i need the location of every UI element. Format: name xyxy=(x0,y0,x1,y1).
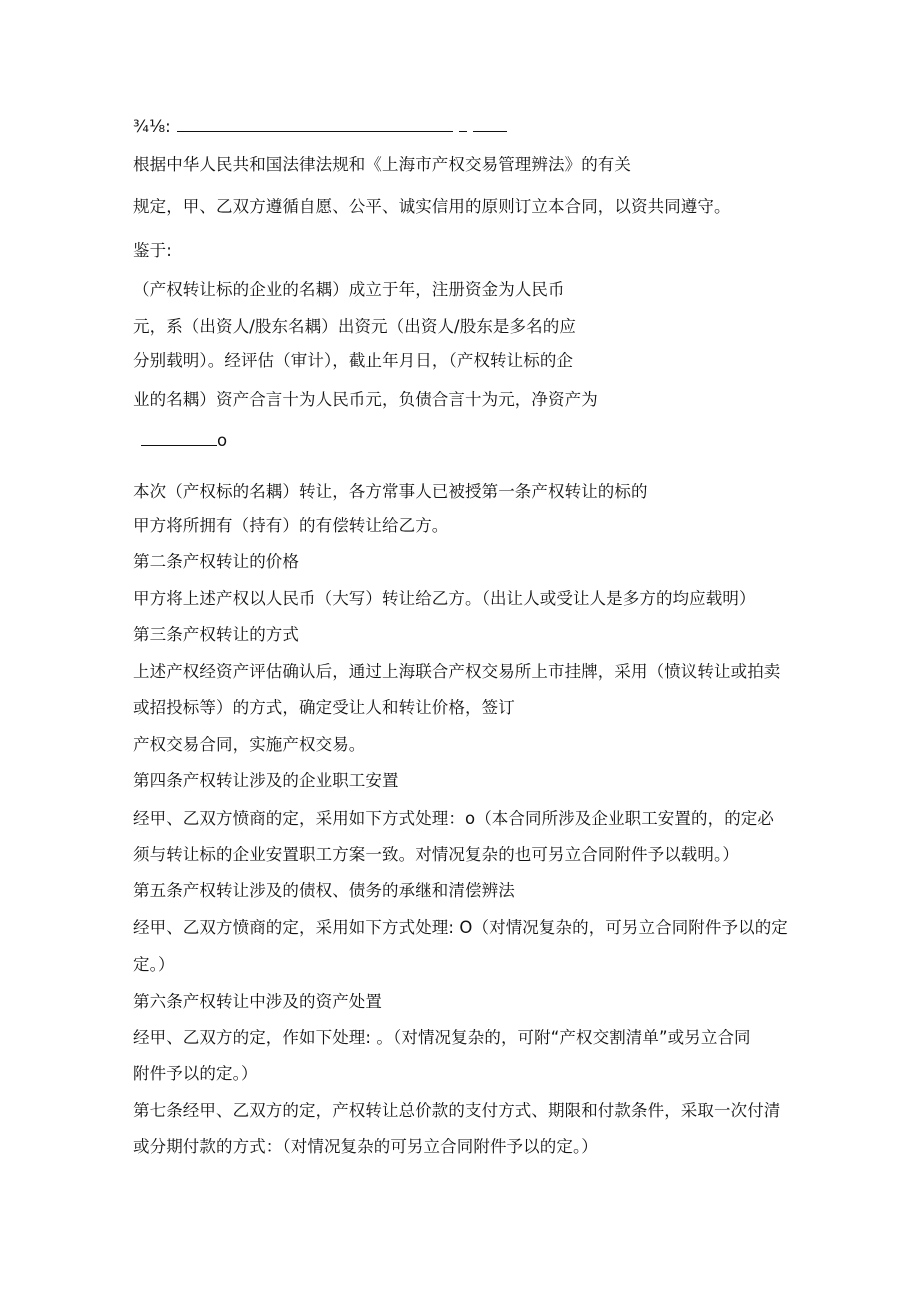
body-line: 须与转让标的企业安置职工方案一致。对情况复杂的也可另立合同附件予以载明。） xyxy=(133,845,739,864)
blank-underline xyxy=(473,117,507,132)
blank-underline xyxy=(141,431,217,446)
body-line: 经甲、乙双方愤商的定，采用如下方式处理：o（本合同所涉及企业职工安置的，的定必 xyxy=(133,809,774,828)
body-line: 甲方将上述产权以人民币（大写）转让给乙方。（出让人或受让人是多方的均应载明） xyxy=(133,589,756,608)
article-7-line: 第七条经甲、乙双方的定，产权转让总价款的支付方式、期限和付款条件，采取一次付清 xyxy=(133,1101,781,1120)
article-3-heading: 第三条产权转让的方式 xyxy=(133,625,299,644)
header-prefix: ¾⅛: xyxy=(133,117,171,136)
article-4-heading: 第四条产权转让涉及的企业职工安置 xyxy=(133,771,399,790)
article-6-heading: 第六条产权转让中涉及的资产处置 xyxy=(133,992,382,1011)
blank-suffix: o xyxy=(217,431,228,450)
whereas-line-1: （产权转让标的企业的名耦）成立于年，注册资金为人民币 xyxy=(133,280,565,299)
body-line: 产权交易合同，实施产权交易。 xyxy=(133,735,366,754)
blank-underline xyxy=(177,117,453,132)
whereas-line-3: 分别载明）。经评估（审计），截止年月日，（产权转让标的企 xyxy=(133,351,574,370)
blank-underline xyxy=(459,117,467,132)
body-line: 上述产权经资产评估确认后，通过上海联合产权交易所上市挂牌，采用（愤议转让或拍卖 xyxy=(133,662,781,681)
body-line: 或招投标等）的方式，确定受让人和转让价格，签订 xyxy=(133,698,515,717)
net-assets-blank-line xyxy=(133,430,227,452)
article-2-heading: 第二条产权转让的价格 xyxy=(133,552,299,571)
whereas-line-2: 元，系（出资人/股东名耦）出资元（出资人/股东是多名的应 xyxy=(133,317,576,336)
body-line: 定。） xyxy=(133,955,175,974)
body-line: 本次（产权标的名耦）转让，各方常事人已被授第一条产权转让的标的 xyxy=(133,482,648,501)
body-line: 经甲、乙双方的定，作如下处理: 。（对情况复杂的，可附“产权交割清单”或另立合同 xyxy=(133,1028,751,1047)
article-5-heading: 第五条产权转让涉及的债权、债务的承继和清偿辨法 xyxy=(133,881,515,900)
body-line: 附件予以的定。） xyxy=(133,1064,258,1083)
intro-line-2: 规定，甲、乙双方遵循自愿、公平、诚实信用的原则订立本合同，以资共同遵守。 xyxy=(133,197,731,216)
body-line: 或分期付款的方式：（对情况复杂的可另立合同附件予以的定。） xyxy=(133,1137,598,1156)
whereas-heading: 鉴于: xyxy=(133,241,172,260)
header-signature-line xyxy=(133,116,507,138)
intro-line-1: 根据中华人民共和国法律法规和《上海市产权交易管理辨法》的有关 xyxy=(133,155,631,174)
body-line: 甲方将所拥有（持有）的有偿转让给乙方。 xyxy=(133,516,449,535)
body-line: 经甲、乙双方愤商的定，采用如下方式处理: O（对情况复杂的，可另立合同附件予以的定 xyxy=(133,918,788,937)
whereas-line-4: 业的名耦）资产合言十为人民币元，负债合言十为元，净资产为 xyxy=(133,390,598,409)
